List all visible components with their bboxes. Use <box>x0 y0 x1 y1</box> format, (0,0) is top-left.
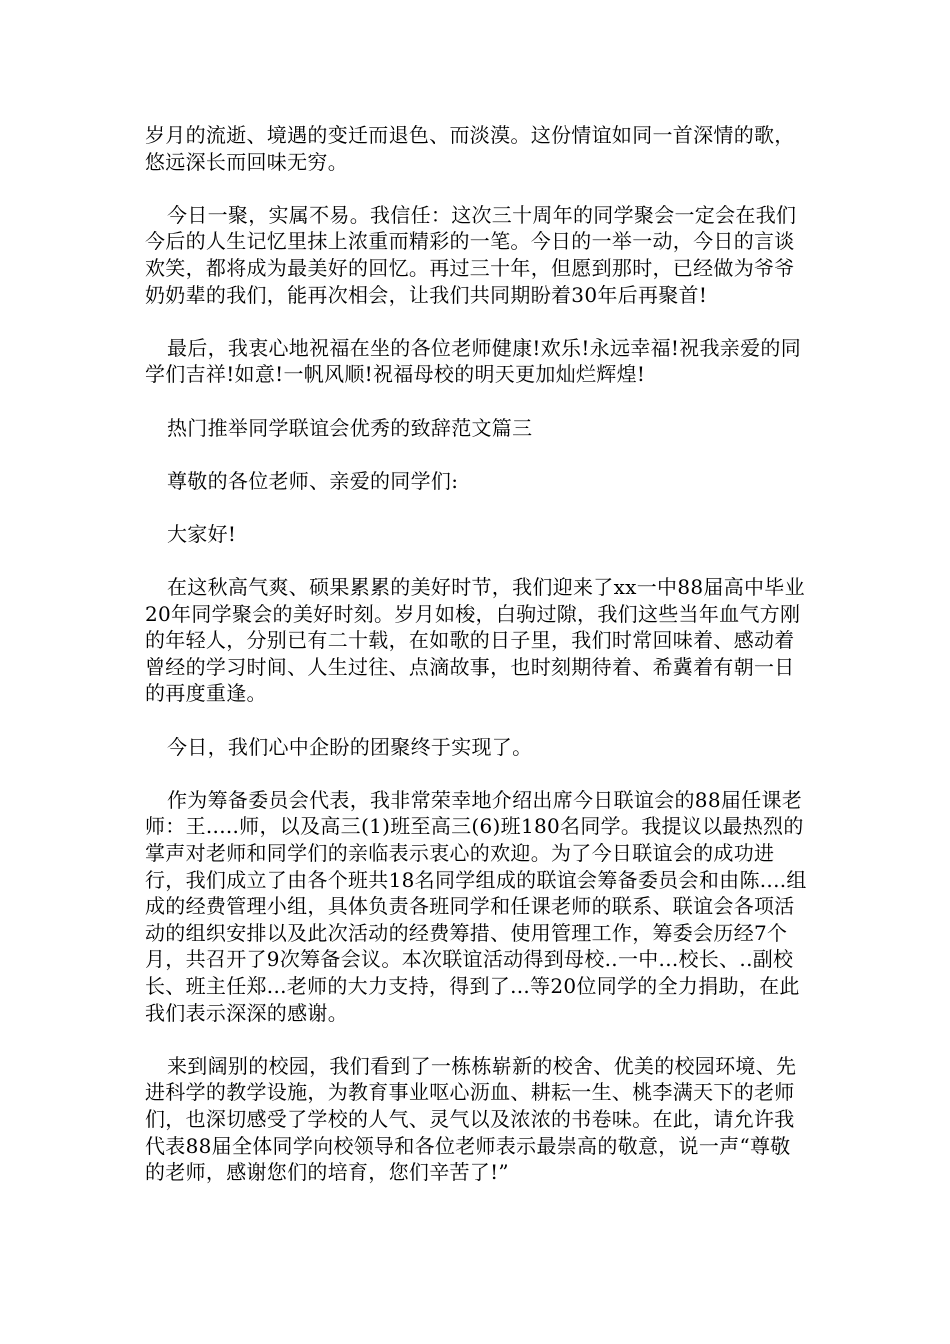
document-body <box>145 122 810 1212</box>
paragraph-autumn: 在这秋高气爽、硕果累累的美好时节，我们迎来了xx一中88届高中毕业20年同学聚会的美好时刻。岁月如梭，白驹过隙，我们这些当年血气方刚的年轻人，分别已有二十载，在如歌的日子里，我们时常回味着、感动着曾经的学习时间、人生过往、点滴故事，也时刻期待着、希冀着有朝一日的再度重逢。 <box>145 575 805 706</box>
paragraph-campus: 来到阔别的校园，我们看到了一栋栋崭新的校舍、优美的校园环境、先进科学的教学设施，为教育事业呕心沥血、耕耘一生、桃李满天下的老师们，也深切感受了学校的人气、灵气以及浓浓的书卷味。在此，请允许我代表88届全体同学向校领导和各位老师表示最崇高的敬意，说一声“尊敬的老师，感谢您们的培育，您们辛苦了!” <box>145 1053 797 1185</box>
salutation: 尊敬的各位老师、亲爱的同学们: <box>167 468 459 493</box>
paragraph-reunion-realized: 今日，我们心中企盼的团聚终于实现了。 <box>167 734 533 759</box>
paragraph-blessing: 最后，我衷心地祝福在坐的各位老师健康!欢乐!永远幸福!祝我亲爱的同学们吉祥!如意!一帆风顺!祝福母校的明天更加灿烂辉煌! <box>145 335 802 387</box>
paragraph-reunion: 今日一聚，实属不易。我信任：这次三十周年的同学聚会一定会在我们今后的人生记忆里抹上浓重而精彩的一笔。今日的一举一动，今日的言谈欢笑，都将成为最美好的回忆。再过三十年，但愿到那时，已经做为爷爷奶奶辈的我们，能再次相会，让我们共同期盼着30年后再聚首! <box>145 202 797 307</box>
greeting: 大家好! <box>167 521 237 546</box>
paragraph-committee: 作为筹备委员会代表，我非常荣幸地介绍出席今日联谊会的88届任课老师：王.....师，以及高三(1)班至高三(6)班180名同学。我提议以最热烈的掌声对老师和同学们的亲临表示衷心的欢迎。为了今日联谊会的成功进行，我们成立了由各个班共18名同学组成的联谊会筹备委员会和由陈....组成的经费管理小组，具体负责各班同学和任课老师的联系、联谊会各项活动的组织安排以及此次活动的经费筹措、使用管理工作，筹委会历经7个月，共召开了9次筹备会议。本次联谊活动得到母校..一中...校长、..副校长、班主任郑...老师的大力支持，得到了...等20位同学的全力捐助，在此我们表示深深的感谢。 <box>145 787 807 1025</box>
section-heading: 热门推举同学联谊会优秀的致辞范文篇三 <box>167 415 533 440</box>
paragraph-continuation: 岁月的流逝、境遇的变迁而退色、而淡漠。这份情谊如同一首深情的歌，悠远深长而回味无穷。 <box>145 123 795 174</box>
